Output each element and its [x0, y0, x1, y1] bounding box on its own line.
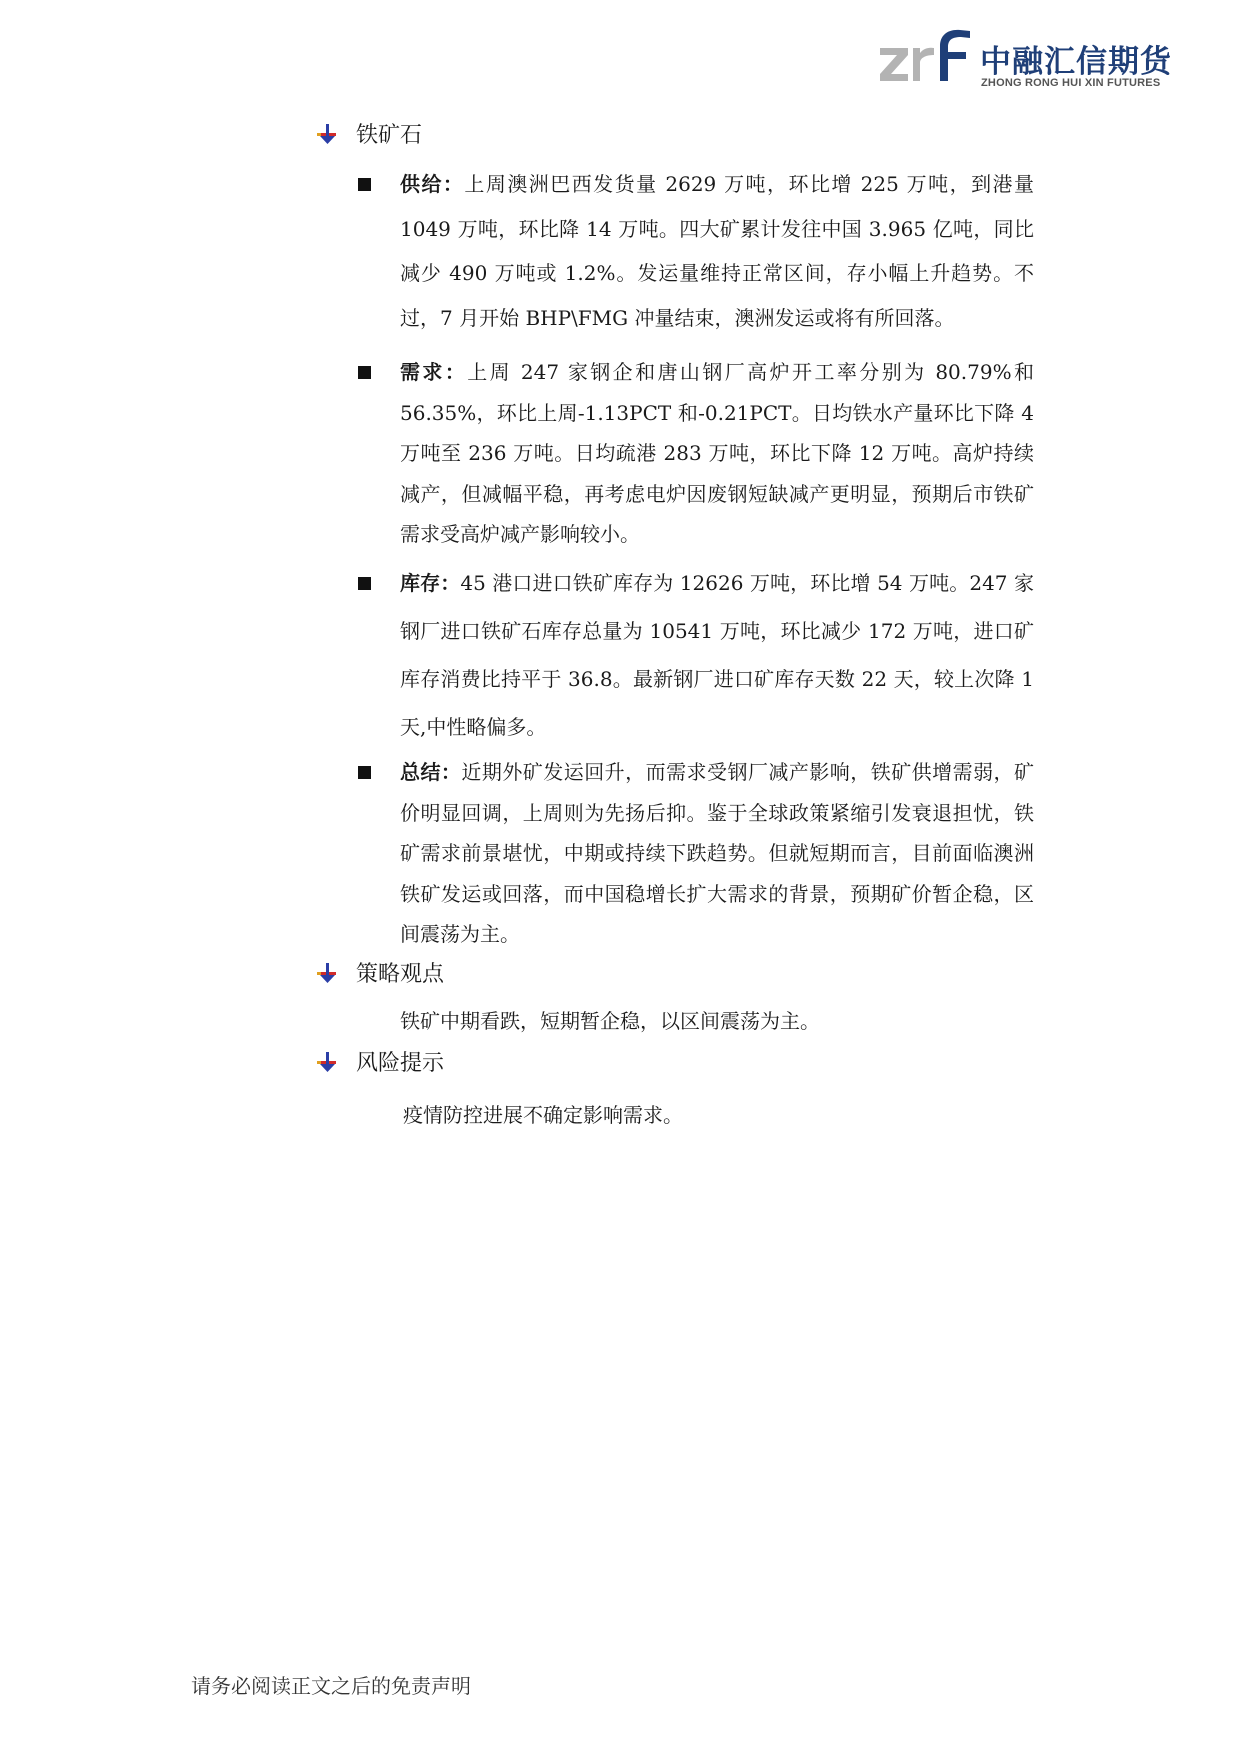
- logo-english-name: ZHONG RONG HUI XIN FUTURES: [981, 77, 1161, 89]
- summary-lead: 总结：: [400, 760, 462, 784]
- supply-lead: 供给：: [400, 172, 465, 196]
- risk-text: 疫情防控进展不确定影响需求。: [403, 1103, 683, 1127]
- demand-paragraph: [400, 352, 1034, 555]
- section-heading-text: 风险提示: [356, 1050, 445, 1076]
- square-bullet-icon: [358, 577, 371, 590]
- footer-disclaimer: 请务必阅读正文之后的免责声明: [191, 1674, 471, 1698]
- logo-chinese-name: 中融汇信期货: [980, 44, 1172, 80]
- supply-text: 上周澳洲巴西发货量 2629 万吨，环比增 225 万吨，到港量 1049 万吨，环比降 14 万吨。四大矿累计发往中国 3.965 亿吨，同比减少 490 万吨或 1.2%。发运量维持正常区间，存小幅上升趋势。不过，7 月开始 BHP\FMG 冲量结束，澳洲发运或将有所回落。: [400, 172, 1034, 330]
- section-heading-text: 策略观点: [356, 961, 445, 987]
- logo-mark-icon: [878, 28, 974, 94]
- section-heading-text: 铁矿石: [356, 122, 423, 148]
- arrow-bullet-icon: [316, 962, 338, 984]
- demand-text: 上周 247 家钢企和唐山钢厂高炉开工率分别为 80.79%和 56.35%，环比上周-1.13PCT 和-0.21PCT。日均铁水产量环比下降 4 万吨至 236 万吨。日均疏港 283 万吨，环比下降 12 万吨。高炉持续减产，但减幅平稳，再考虑电炉因废钢短缺减产更明显，预期后市铁矿需求受高炉减产影响较小。: [400, 360, 1034, 546]
- inventory-paragraph: [400, 559, 1034, 751]
- section-heading-iron-ore: [356, 116, 422, 150]
- square-bullet-icon: [358, 178, 371, 191]
- square-bullet-icon: [358, 366, 371, 379]
- supply-paragraph: [400, 162, 1034, 340]
- arrow-bullet-icon: [316, 123, 338, 145]
- company-logo: [878, 28, 1172, 94]
- square-bullet-icon: [358, 766, 371, 779]
- section-heading-strategy: [356, 955, 444, 989]
- section-heading-risk: [356, 1044, 444, 1078]
- strategy-text: 铁矿中期看跌，短期暂企稳，以区间震荡为主。: [400, 1009, 820, 1033]
- inventory-text: 45 港口进口铁矿库存为 12626 万吨，环比增 54 万吨。247 家钢厂进口铁矿石库存总量为 10541 万吨，环比减少 172 万吨，进口矿库存消费比持平于 36.8。最新钢厂进口矿库存天数 22 天，较上次降 1 天,中性略偏多。: [400, 571, 1035, 739]
- summary-paragraph: [400, 752, 1034, 955]
- arrow-bullet-icon: [316, 1051, 338, 1073]
- summary-text: 近期外矿发运回升，而需求受钢厂减产影响，铁矿供增需弱，矿价明显回调，上周则为先扬后抑。鉴于全球政策紧缩引发衰退担忧，铁矿需求前景堪忧，中期或持续下跌趋势。但就短期而言，目前面临澳洲铁矿发运或回落，而中国稳增长扩大需求的背景，预期矿价暂企稳，区间震荡为主。: [400, 760, 1035, 946]
- demand-lead: 需求：: [400, 360, 468, 384]
- inventory-lead: 库存：: [400, 571, 461, 595]
